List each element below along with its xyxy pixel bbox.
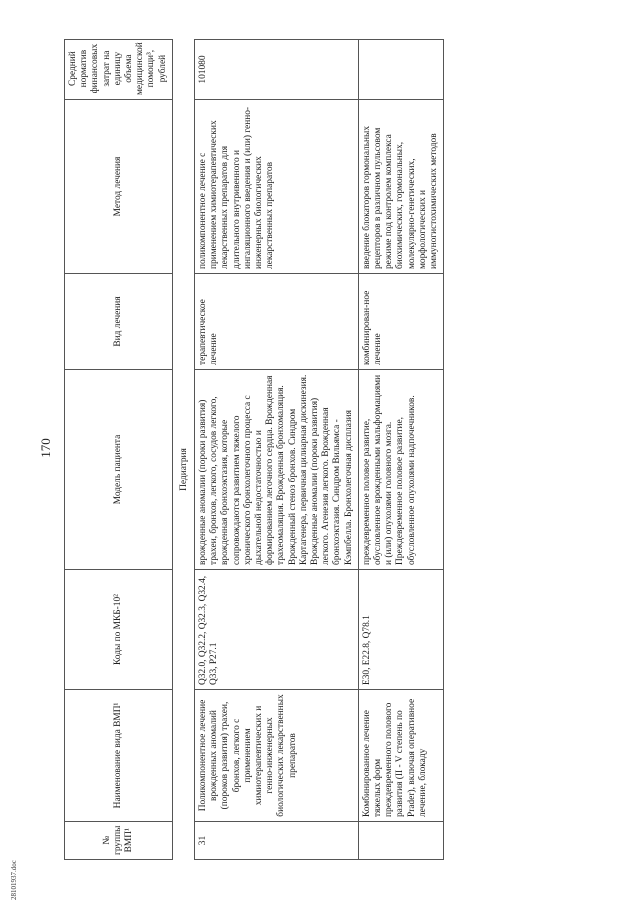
treatment-method-cell: введение блокаторов гормональных рецепторов в различном пульсовом режиме под контролем комплекса биохимических, гормональных, молекулярно-генетических, морфологических и иммуногистохимических методов xyxy=(358,100,443,274)
group-number-cell xyxy=(358,822,443,860)
header-patient-model: Модель пациента xyxy=(65,370,173,570)
treatment-type-cell: терапевтическое лечение xyxy=(195,274,359,370)
header-group-number: № группы ВМП¹ xyxy=(65,822,173,860)
table-row xyxy=(358,40,443,860)
patient-model-cell: преждевременное половое развитие, обусловленное врожденными мальформациями и (или) опухолями головного мозга. Преждевременное половое развитие, обусловленное опухолями надпочечников. xyxy=(358,370,443,570)
average-cost-cell xyxy=(358,40,443,100)
table-row xyxy=(195,40,359,860)
vmp-name-cell: Комбинированное лечение тяжелых форм преждевременного полового развития (II - V степень по Prader), включая оперативное лечение, блокаду xyxy=(358,690,443,822)
patient-model-cell: врожденные аномалии (пороки развития) трахеи, бронхов, легкого, сосудов легкого, врожденная бронхоэктазия, которые сопровождаются развитием тяжелого хронического бронхолегочного процесса с дыхательной недостаточностью и формированием легочного сердца. Врожденная трахеомаляция. Врожденная бронхомаляция. Врожденный стеноз бронхов. Синдром Картагенера, первичная цилиарная дискинезия. Врожденные аномалии (пороки развития) легкого. Агенезия легкого. Врожденная бронхоэктазия. Синдром Вильямса - Кэмпбелла. Бронхолегочная дисплазия xyxy=(195,370,359,570)
icd-codes-cell: E30, E22.8, Q78.1 xyxy=(358,570,443,690)
header-treatment-type: Вид лечения xyxy=(65,274,173,370)
rotated-table-container xyxy=(64,40,639,860)
treatment-table xyxy=(64,39,444,860)
average-cost-cell: 101080 xyxy=(195,40,359,100)
section-title: Педиатрия xyxy=(178,448,189,491)
footer-filename: 28101937.doc xyxy=(10,860,18,900)
treatment-method-cell: поликомпонентное лечение с применением химиотерапевтических лекарственных препаратов для длительного внутривенного и ингаляционного введения и (или) генно-инженерных биологических лекарственных препаратов xyxy=(195,100,359,274)
vmp-name-cell: Поликомпонентное лечение врожденных аномалий (пороков развития) трахеи, бронхов, легкого с применением химиотерапевтических и генно-инженерных биологических лекарственных препаратов xyxy=(195,690,359,822)
treatment-type-cell: комбинирован-ное лечение xyxy=(358,274,443,370)
header-average-cost: Средний норматив финансовых затрат на единицу объема медицинской помощи³, рублей xyxy=(65,40,173,100)
table-header-row xyxy=(65,40,173,860)
header-vmp-name: Наименование вида ВМП¹ xyxy=(65,690,173,822)
group-number-cell: 31 xyxy=(195,822,359,860)
page-number: 170 xyxy=(38,438,53,458)
section-row xyxy=(172,40,194,860)
header-treatment-method: Метод лечения xyxy=(65,100,173,274)
icd-codes-cell: Q32.0, Q32.2, Q32.3, Q32.4, Q33, P27.1 xyxy=(195,570,359,690)
header-icd-codes: Коды по МКБ-10² xyxy=(65,570,173,690)
